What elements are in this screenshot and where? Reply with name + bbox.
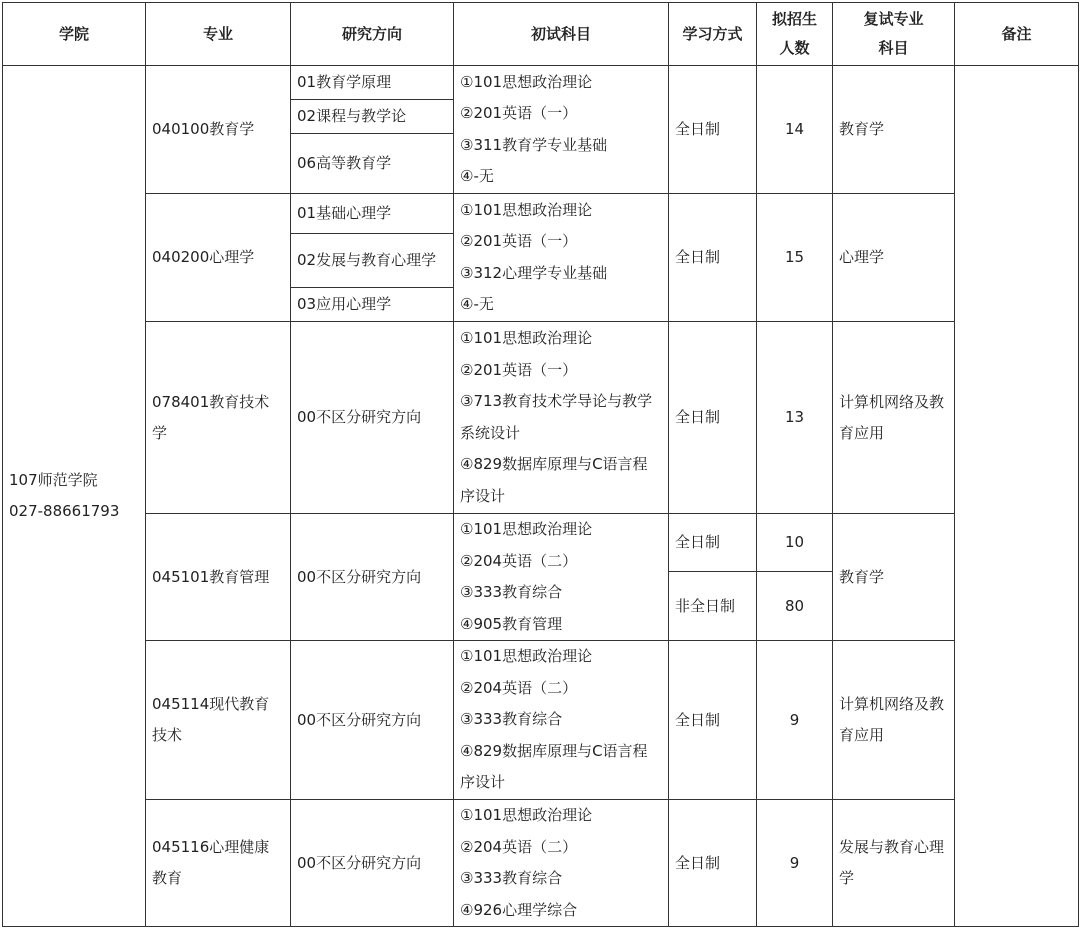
header-major: 专业	[146, 3, 291, 66]
header-college: 学院	[3, 3, 146, 66]
remark-cell	[955, 66, 1079, 927]
college-phone: 027-88661793	[9, 502, 120, 520]
table-row	[3, 800, 1079, 927]
subject-item: ③311教育学专业基础	[460, 135, 608, 154]
quota: 80	[757, 572, 833, 641]
subject-item: ②201英语（一）	[460, 104, 578, 122]
table-row	[3, 194, 1079, 234]
retest-subject: 教育学	[833, 514, 955, 641]
header-row	[3, 3, 1079, 66]
subjects-cell	[454, 194, 669, 322]
major-name: 040200心理学	[146, 194, 291, 322]
subject-item: ②204英语（二）	[460, 678, 578, 697]
subject-item: ②201英语（一）	[460, 232, 578, 250]
study-mode: 全日制	[669, 514, 757, 572]
subject-item: ④905教育管理	[460, 614, 563, 633]
quota: 9	[757, 800, 833, 927]
subjects-cell	[454, 322, 669, 514]
major-name: 040100教育学	[146, 66, 291, 194]
study-mode: 非全日制	[669, 572, 757, 641]
major-name: 045116心理健康教育	[146, 800, 291, 927]
header-retest-line1: 复试专业	[863, 10, 924, 28]
subjects-cell	[454, 800, 669, 927]
quota: 13	[757, 322, 833, 514]
header-quota	[757, 3, 833, 66]
subject-item: ②204英语（二）	[460, 551, 578, 570]
college-name: 107师范学院	[9, 471, 98, 489]
subject-item: ①101思想政治理论	[460, 329, 593, 347]
retest-subject: 计算机网络及教育应用	[833, 322, 955, 514]
header-quota-line1: 拟招生	[771, 10, 817, 28]
major-name: 078401教育技术学	[146, 322, 291, 514]
direction: 01教育学原理	[291, 66, 454, 100]
study-mode: 全日制	[669, 322, 757, 514]
direction: 02发展与教育心理学	[291, 234, 454, 288]
subject-item: ②204英语（二）	[460, 837, 578, 856]
direction: 06高等教育学	[291, 134, 454, 194]
direction: 02课程与教学论	[291, 100, 454, 134]
college-cell	[3, 66, 146, 927]
subject-item: ③333教育综合	[460, 583, 563, 601]
admissions-table	[2, 2, 1079, 927]
subject-item: ①101思想政治理论	[460, 200, 593, 219]
subject-item: ①101思想政治理论	[460, 806, 593, 824]
table-row	[3, 322, 1079, 514]
direction: 00不区分研究方向	[291, 641, 454, 800]
header-subjects: 初试科目	[454, 3, 669, 66]
major-name: 045101教育管理	[146, 514, 291, 641]
direction: 00不区分研究方向	[291, 322, 454, 514]
header-direction: 研究方向	[291, 3, 454, 66]
subject-item: ③333教育综合	[460, 710, 563, 729]
subject-item: ①101思想政治理论	[460, 647, 593, 666]
study-mode: 全日制	[669, 800, 757, 927]
subjects-cell	[454, 514, 669, 641]
subject-item: ④926心理学综合	[460, 900, 578, 919]
header-quota-line2: 人数	[779, 39, 810, 57]
study-mode: 全日制	[669, 66, 757, 194]
header-remark: 备注	[955, 3, 1079, 66]
quota: 9	[757, 641, 833, 800]
direction: 01基础心理学	[291, 194, 454, 234]
table-row	[3, 514, 1079, 572]
direction: 00不区分研究方向	[291, 800, 454, 927]
subject-item: ③333教育综合	[460, 869, 563, 887]
subject-item: ④-无	[460, 167, 494, 185]
direction: 03应用心理学	[291, 288, 454, 322]
subject-item: ①101思想政治理论	[460, 72, 593, 91]
quota: 14	[757, 66, 833, 194]
major-name: 045114现代教育技术	[146, 641, 291, 800]
subject-item: ①101思想政治理论	[460, 520, 593, 538]
subject-item: ④829数据库原理与C语言程序设计	[460, 741, 648, 792]
retest-subject: 教育学	[833, 66, 955, 194]
header-retest-line2: 科目	[878, 39, 909, 57]
table-row	[3, 641, 1079, 800]
study-mode: 全日制	[669, 194, 757, 322]
header-study-mode: 学习方式	[669, 3, 757, 66]
header-retest	[833, 3, 955, 66]
retest-subject: 心理学	[833, 194, 955, 322]
retest-subject: 发展与教育心理学	[833, 800, 955, 927]
quota: 10	[757, 514, 833, 572]
table-row	[3, 66, 1079, 100]
subject-item: ②201英语（一）	[460, 360, 578, 379]
subject-item: ④829数据库原理与C语言程序设计	[460, 455, 648, 505]
retest-subject: 计算机网络及教育应用	[833, 641, 955, 800]
subject-item: ④-无	[460, 295, 494, 313]
subject-item: ③312心理学专业基础	[460, 263, 608, 282]
direction: 00不区分研究方向	[291, 514, 454, 641]
subjects-cell	[454, 66, 669, 194]
quota: 15	[757, 194, 833, 322]
study-mode: 全日制	[669, 641, 757, 800]
subjects-cell	[454, 641, 669, 800]
subject-item: ③713教育技术学导论与教学系统设计	[460, 392, 653, 442]
